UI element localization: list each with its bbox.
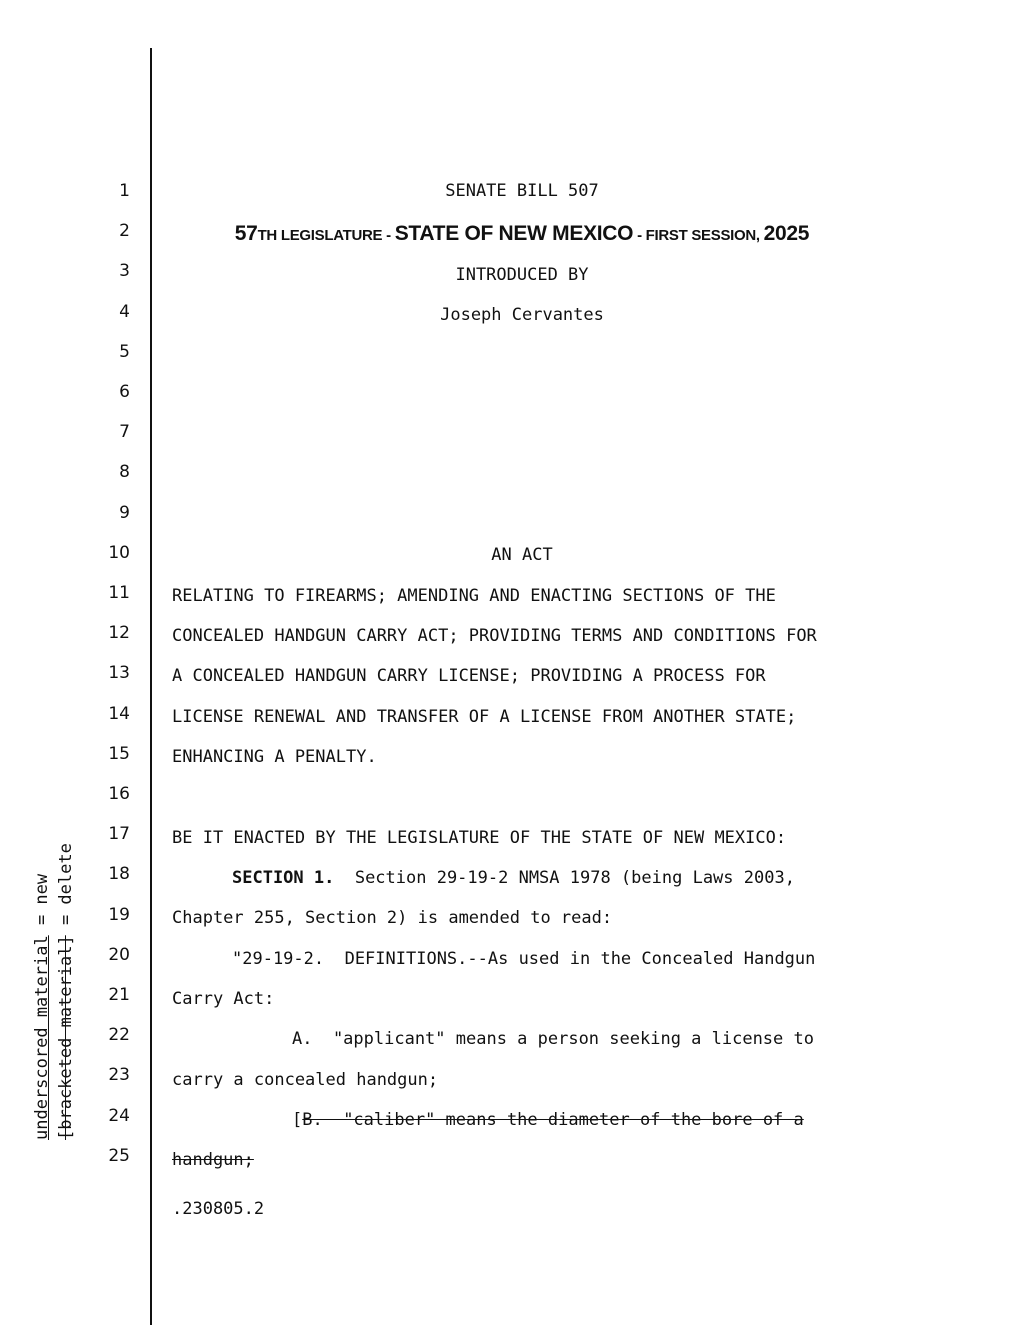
body-line: Carry Act: (172, 989, 275, 1009)
line-number: 12 (108, 623, 130, 644)
line-number: 19 (108, 904, 130, 925)
line-number: 22 (108, 1025, 130, 1046)
sponsor-name: Joseph Cervantes (440, 305, 604, 325)
legislature-number: 57 (234, 222, 258, 245)
line-number: 5 (119, 341, 130, 362)
deleted-definition-b (292, 1110, 804, 1130)
section-1-line (232, 868, 795, 888)
open-bracket: [ (292, 1110, 303, 1130)
line-number: 7 (119, 422, 130, 443)
definitions-heading: "29-19-2. DEFINITIONS.--As used in the Concealed Handgun (232, 949, 816, 969)
line-number: 2 (119, 221, 130, 242)
line-number: 1 (119, 181, 130, 201)
line-number: 21 (108, 985, 130, 1005)
act-title-line: LICENSE RENEWAL AND TRANSFER OF A LICENSE FROM ANOTHER STATE; (172, 707, 797, 727)
legend-new (30, 843, 54, 1140)
state-name: STATE OF NEW MEXICO (394, 222, 634, 245)
legend-underscored: underscored material (32, 935, 52, 1140)
act-title-line: CONCEALED HANDGUN CARRY ACT; PROVIDING TERMS AND CONDITIONS FOR (172, 626, 817, 646)
body-line: Chapter 255, Section 2) is amended to read: (172, 908, 613, 928)
line-number: 15 (108, 743, 130, 764)
line-number: 6 (119, 382, 130, 402)
section-label: SECTION 1. (232, 868, 335, 888)
margin-rule (150, 48, 152, 1325)
session-label: - FIRST SESSION, (633, 227, 764, 244)
legend-delete-label: = delete (56, 843, 76, 936)
struck-text: handgun; (172, 1150, 254, 1170)
line-number: 18 (108, 864, 130, 885)
line-number: 11 (108, 583, 130, 603)
act-title-line: ENHANCING A PENALTY. (172, 747, 377, 767)
legislature-suffix: TH LEGISLATURE - (257, 227, 395, 244)
enacting-clause: BE IT ENACTED BY THE LEGISLATURE OF THE STATE OF NEW MEXICO: (172, 828, 787, 848)
line-number: 24 (108, 1105, 130, 1126)
legend-delete (54, 843, 78, 1140)
body-line: carry a concealed handgun; (172, 1070, 439, 1090)
line-number: 13 (108, 663, 130, 684)
line-number: 10 (108, 542, 130, 563)
bill-number: SENATE BILL 507 (445, 181, 599, 201)
line-number: 4 (119, 301, 130, 322)
legislature-heading (172, 222, 872, 248)
legend-new-label: = new (32, 873, 52, 936)
line-number: 20 (108, 944, 130, 965)
section-citation: Section 29-19-2 NMSA 1978 (being Laws 2003, (334, 868, 795, 888)
struck-text: B. "caliber" means the diameter of the bore of a (302, 1110, 804, 1130)
legend-bracketed: [bracketed material] (56, 935, 76, 1140)
act-title: AN ACT (491, 545, 553, 565)
act-title-line: RELATING TO FIREARMS; AMENDING AND ENACTING SECTIONS OF THE (172, 586, 776, 606)
line-number: 3 (119, 261, 130, 282)
line-number: 9 (119, 502, 130, 523)
line-number: 8 (119, 462, 130, 483)
act-title-line: A CONCEALED HANDGUN CARRY LICENSE; PROVIDING A PROCESS FOR (172, 666, 766, 686)
line-number: 17 (108, 824, 130, 845)
line-number: 25 (108, 1145, 130, 1166)
line-number: 16 (108, 784, 130, 804)
session-year: 2025 (763, 222, 810, 245)
line-number: 14 (108, 703, 130, 724)
line-number: 23 (108, 1065, 130, 1086)
introduced-by: INTRODUCED BY (455, 265, 589, 285)
document-code: .230805.2 (172, 1199, 265, 1219)
definition-a: A. "applicant" means a person seeking a license to (292, 1029, 814, 1049)
amendment-legend (30, 843, 78, 1140)
